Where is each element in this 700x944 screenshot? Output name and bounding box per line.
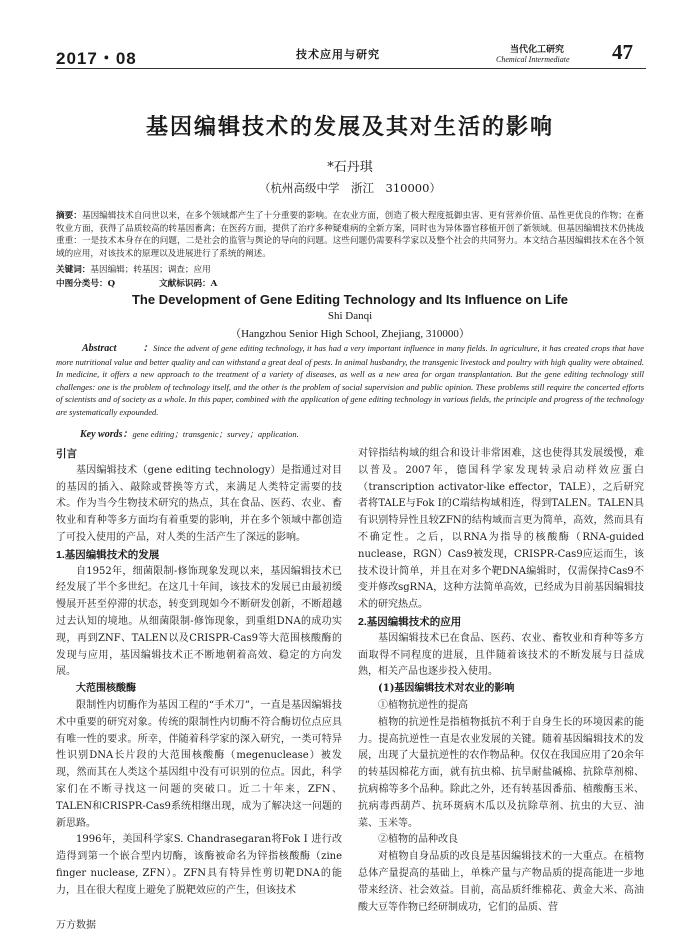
paragraph: 对锌指结构域的组合和设计非常困难，这也使得其发展缓慢，难以普及。2007年，德国科学家发现转录启动样效应蛋白（transcription activator-like effector，TALE），之后研究者将TALE与Fok Ⅰ的C端结构域相连，得到TALEN。TALEN具有识别特异性且较ZFN的结构域而言更为简单，高效，然而具有不确定性。之后，以RNA为指导的核酸酶（RNA-guided nuclease，RGN）Cas9被发现，CRISPR-Cas9应运而生，该技术设计简单，并且在对多个靶DNA编辑时，仅需保持Cas9不变并修改sgRNA，这种方法简单高效，已经成为目前基因编辑技术的研究热点。 — [358, 448, 644, 611]
abstract-text-cn: 基因编辑技术自问世以来，在多个领域都产生了十分重要的影响。在农业方面，创造了极大程度抵御虫害、更有营养价值、品性更优良的作物；在畜牧业方面，获得了品质较高的转基因畜禽；在医药方面，提供了治疗多种疑难病的全新方案，同时也为异体器官移植开创了新领域。但基因编辑技术仍挑战重重：一是技术本身存在的问题，二是社会的监管与舆论的导向的问题。这些问题仍需要科学家以及整个社会的共同努力。本文结合基因编辑技术在各个领域的应用，对该技术的原理以及进展进行了系统的阐述。 — [56, 211, 644, 259]
journal-name-en: Chemical Intermediate — [496, 55, 570, 64]
paragraph: 1996年，美国科学家S. Chandrasegaran将Fok Ⅰ 进行改造得到第一个嵌合型内切酶，该酶被命名为锌指核酸酶（zine finger nuclease, ZFN）。ZFN具有特异性剪切靶DNA的能力，且在很大程度上避免了脱靶效应的产生，但该技术 — [56, 834, 342, 896]
classification-line — [56, 277, 261, 289]
page-number: 47 — [612, 40, 633, 64]
heading-section-1: 1.基因编辑技术的发展 — [56, 548, 160, 561]
body-column-right — [358, 446, 644, 916]
heading-section-2: 2.基因编辑技术的应用 — [358, 615, 462, 628]
section-title: 技术应用与研究 — [296, 48, 380, 61]
abstract-text-en: Since the advent of gene editing technology, it has had a very important influence in many fields. In agriculture, it has created crops that have more nutritional value and better quality and can withstand a great deal of pests. In animal husbandry, the transgenic livestock and poultry with high quality were obtained. In medicine, it offers a new approach to the treatment of a variety of diseases, as well as a new area for organ transplantation. But the gene editing technology still challenges: one is the problem of technology itself, and the other is the problem of social supervision and public opinion. These problems still require the concerted efforts of scientists and of society as a whole. In this paper, combined with the application of gene editing technology in various fields, the principle and progress of the technology are systematically expounded. — [56, 343, 645, 417]
subheading-agriculture: (1)基因编辑技术对农业的影响 — [378, 683, 515, 695]
issue-number: 2017・08 — [56, 49, 137, 68]
keywords-label-en: Key words — [80, 429, 123, 440]
abstract-cn — [56, 210, 644, 260]
abstract-label-en: Abstract — [82, 343, 117, 354]
author-en: Shi Danqi — [327, 310, 373, 322]
heading-introduction: 引言 — [56, 448, 77, 460]
affiliation-cn: （杭州高级中学 浙江 310000） — [259, 181, 441, 195]
keywords-cn — [56, 263, 211, 275]
subheading-stress-resistance: ①植物抗逆性的提高 — [378, 699, 468, 711]
journal-name-cn: 当代化工研究 — [510, 45, 565, 55]
footer-brand: 万方数据 — [56, 920, 96, 931]
subheading-meganuclease: 大范围核酸酶 — [76, 683, 136, 695]
paragraph: 基因编辑技术已在食品、医药、农业、畜牧业和育种等多方面取得不同程度的进展，且伴随着该技术的不断发展与日益成熟，相关产品也逐步投入使用。 — [358, 632, 644, 678]
keywords-text-cn: 基因编辑；转基因；调查；应用 — [90, 265, 211, 275]
header-divider — [56, 68, 646, 69]
abstract-en: Abstract ：Since the advent of gene editing technology, it has had a very important influence in many fields. In agriculture, it has created crops that have more nutritional value and better quality and can withstand a great deal of pests. In animal husbandry, the transgenic livestock and poultry with high quality were obtained. In medicine, it offers a new approach to the treatment of a variety of diseases, as well as a new area for organ transplantation. But the gene editing technology still challenges: one is the problem of technology itself, and the other is the problem of social supervision and public opinion. These problems still require the concerted efforts of scientists and of society as a whole. In this paper, combined with the application of gene editing technology in various fields, the principle and progress of the technology are systematically expounded. — [56, 343, 645, 417]
paragraph: 植物的抗逆性是指植物抵抗不利于自身生长的环境因素的能力。提高抗逆性一直是农业发展的关键。随着基因编辑技术的发展，出现了大量抗逆性的农作物品种。仅仅在我国应用了20余年的转基因棉花方面，就有抗虫棉、抗旱耐盐碱棉、抗除草剂棉、抗病棉等多个品种。除此之外，还有转基因番茄、植酸酶玉米、抗病毒西葫芦、抗环斑病木瓜以及抗除草剂、抗虫的大豆、油菜、玉米等。 — [358, 716, 644, 829]
affiliation-en: （Hangzhou Senior High School, Zhejiang, 310000） — [230, 328, 470, 340]
subheading-variety-improvement: ②植物的品种改良 — [378, 834, 458, 846]
document-code: 文献标识码：A — [159, 279, 218, 289]
clc-number: 中图分类号：Q — [56, 279, 116, 289]
paragraph: 基因编辑技术（gene editing technology）是指通过对目的基因的插入、敲除或替换等方式，来满足人类特定需要的技术。作为当今生物技术研究的热点，其在食品、医药、农业、畜牧业和育种等多方面均有着重要的影响，并在多个领域中都创造了可投入使用的产品，对人类的生活产生了深远的影响。 — [56, 464, 342, 543]
body-column-left — [56, 446, 342, 900]
author-cn: *石丹琪 — [327, 160, 373, 175]
keywords-en: Key words：gene editing；transgenic；survey；application. — [80, 429, 299, 440]
abstract-label-cn: 摘要： — [56, 211, 82, 221]
paragraph: 对植物自身品质的改良是基因编辑技术的一大重点。在植物总体产量提高的基础上，单株产量与产物品质的提高能进一步地带来经济、社会效益。目前，高品质纤维棉花、黄金大米、高油酸大豆等作物已经研制成功，它们的品质、营 — [358, 851, 644, 913]
keywords-label-cn: 关键词： — [56, 265, 91, 275]
article-title-en: The Development of Gene Editing Technology and Its Influence on Life — [131, 292, 568, 307]
article-title-cn: 基因编辑技术的发展及其对生活的影响 — [145, 114, 554, 140]
paragraph: 限制性内切酶作为基因工程的“手术刀”，一直是基因编辑技术中重要的研究对象。传统的限制性内切酶不符合酶切位点应具有唯一性的要求。所幸，伴随着科学家的深入研究，一类可特异性识别DNA长片段的大范围核酸酶（megenuclease）被发现，然而其在人类这个基因组中没有可识别的位点。因此，科学家们在不断寻找这一问题的突破口。近二十年来，ZFN、TALEN和CRISPR-Cas9系统相继出现，成为了解决这一问题的新思路。 — [56, 699, 342, 829]
keywords-text-en: gene editing；transgenic；survey；application. — [132, 429, 299, 439]
paragraph: 自1952年，细菌限制-修饰现象发现以来，基因编辑技术已经发展了半个多世纪。在这几十年间，该技术的发展已由最初缓慢展开甚至停滞的状态，转变到现如今不断研发创新，不断超越过去认知的境地。从细菌限制-修饰现象，到重组DNA的成功实现，再到ZNF、TALEN以及CRISPR-Cas9等大范围核酸酶的发现与应用，基因编辑技术正不断地朝着高效、稳定的方向发展。 — [56, 565, 342, 678]
